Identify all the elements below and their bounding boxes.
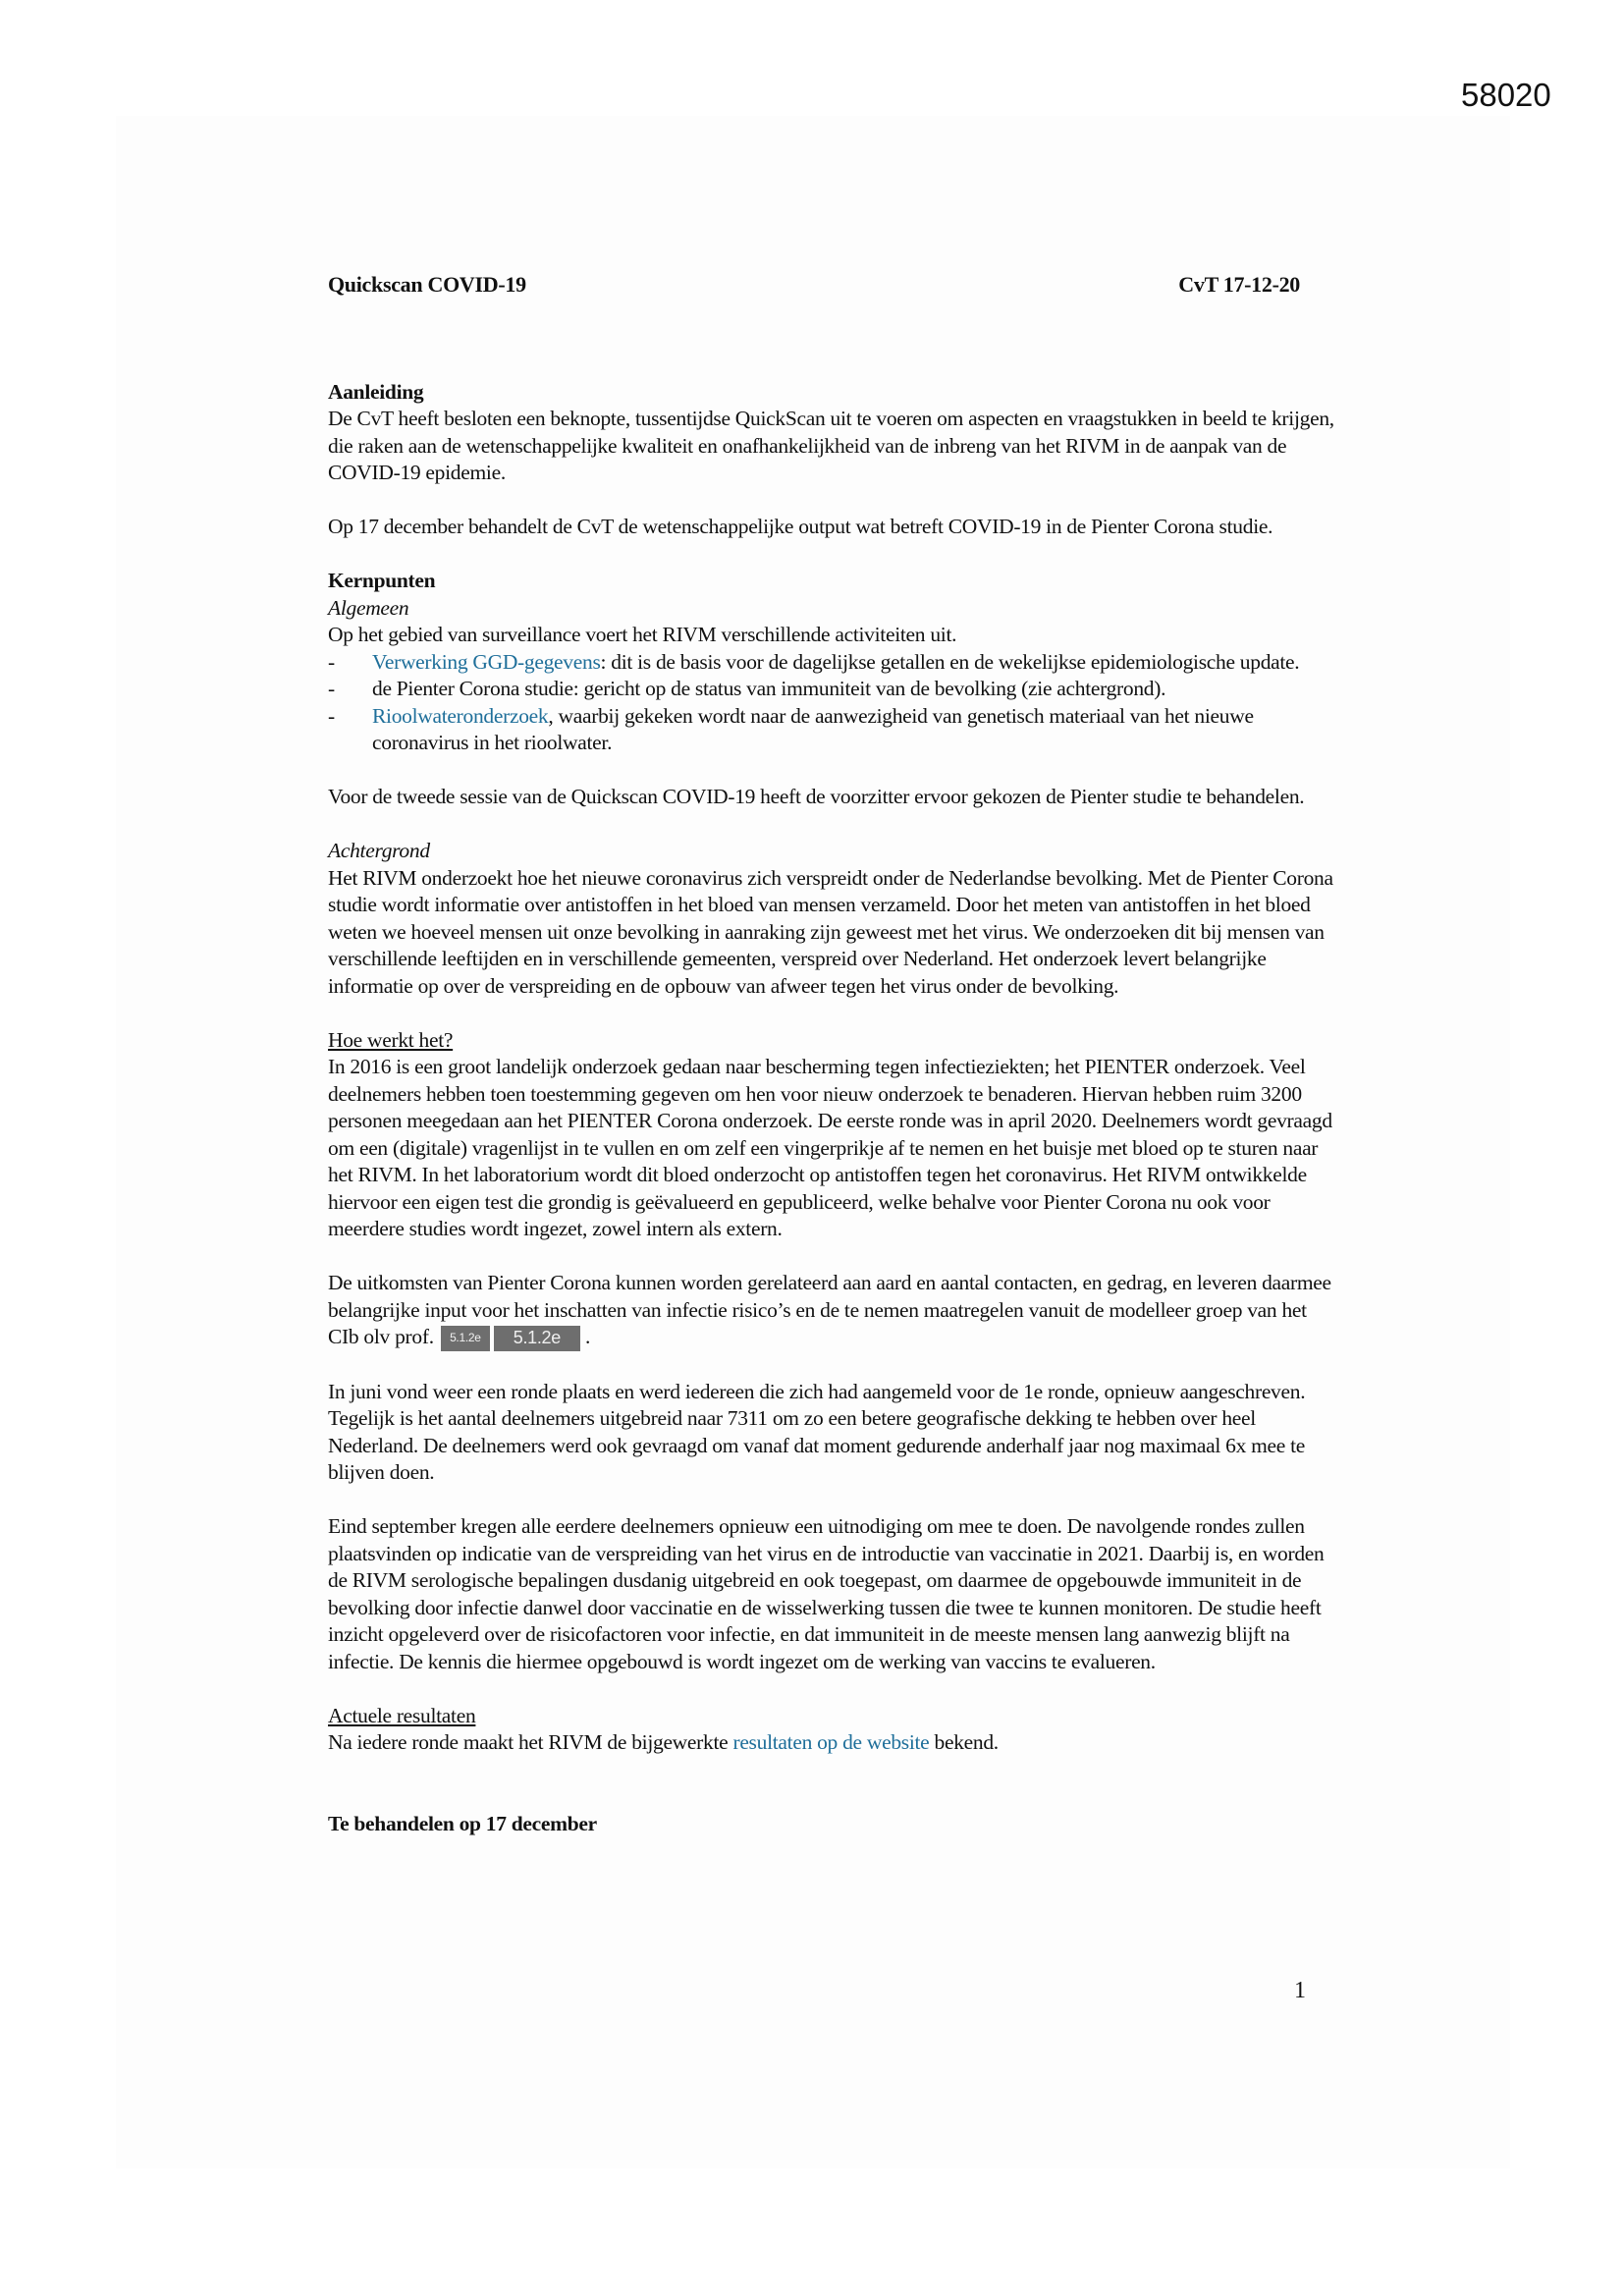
list-item-text: : dit is de basis voor de dagelijkse getallen en de wekelijkse epidemiologische update.	[600, 649, 1300, 674]
subheading-achtergrond: Achtergrond	[328, 839, 430, 862]
section-heading-kernpunten: Kernpunten	[328, 569, 436, 592]
document-title: Quickscan COVID-19	[328, 272, 526, 297]
paragraph-2-text: De uitkomsten van Pienter Corona kunnen worden gerelateerd aan aard en aantal contacten, en gedrag, en leveren daarmee belangrijke input voor het inschatten van infectie risico’s en de te nemen maatregelen vanuit de modelleer groep van het CIb olv prof.	[328, 1271, 1331, 1348]
link-rioolwateronderzoek[interactable]: Rioolwateronderzoek	[372, 703, 549, 728]
aanleiding-text-2: Op 17 december behandelt de CvT de wetenschappelijke output wat betreft COVID-19 in de Pienter Corona studie.	[328, 515, 1273, 538]
section-heading-hoe-werkt-het: Hoe werkt het?	[328, 1027, 454, 1052]
page-number: 1	[1294, 1978, 1306, 2003]
redaction-box-large: 5.1.2e	[494, 1326, 580, 1351]
document-header	[328, 271, 1300, 299]
document-content	[328, 271, 1339, 1837]
text-before-link: Na iedere ronde maakt het RIVM de bijgewerkte	[328, 1730, 733, 1755]
document-reference: CvT 17-12-20	[1178, 272, 1300, 297]
hoe-werkt-het-paragraph-2	[328, 1270, 1339, 1351]
section-heading-aanleiding: Aanleiding	[328, 379, 424, 404]
list-item-text: , waarbij gekeken wordt naar de aanwezigheid van genetisch materiaal van het nieuwe coronavirus in het rioolwater.	[372, 703, 1254, 754]
list-item-text: de Pienter Corona studie: gericht op de status van immuniteit van de bevolking (zie achtergrond).	[372, 677, 1166, 700]
link-verwerking-ggd-gegevens[interactable]: Verwerking GGD-gegevens	[372, 649, 601, 674]
actuele-resultaten-text	[328, 1729, 1339, 1757]
hoe-werkt-het-paragraph-4: Eind september kregen alle eerdere deelnemers opnieuw een uitnodiging om mee te doen. De navolgende rondes zullen plaatsvinden op indicatie van de verspreiding van het virus en de introductie van vaccinatie in 2021. Daarbij is, en worden de RIVM serologische bepalingen dusdanig uitgebreid en ook toegepast, om daarmee de opgebouwde immuniteit in de bevolking door infectie danwel door vaccinatie en de wisselwerking tussen die twee te kunnen monitoren. De studie heeft inzicht opgeleverd over de risicofactoren voor infectie, en dat immuniteit in de meeste mensen lang aanwezig blijft na infectie. De kennis die hiermee opgebouwd is wordt ingezet om de werking van vaccins te evalueren.	[328, 1514, 1325, 1673]
list-item	[328, 703, 1339, 757]
kernpunten-intro: Op het gebied van surveillance voert het RIVM verschillende activiteiten uit.	[328, 623, 957, 646]
paragraph-2-end: .	[584, 1325, 591, 1348]
kernpunten-list	[328, 649, 1339, 757]
aanleiding-text: De CvT heeft besloten een beknopte, tussentijdse QuickScan uit te voeren om aspecten en vraagstukken in beeld te krijgen, die raken aan de wetenschappelijke kwaliteit en onafhankelijkheid van de inbreng van het RIVM in de aanpak van de COVID-19 epidemie.	[328, 407, 1334, 484]
dash-bullet: -	[328, 677, 335, 700]
document-id: 58020	[1461, 77, 1551, 113]
dash-bullet: -	[328, 703, 335, 728]
agenda-note: Te behandelen op 17 december	[328, 1811, 597, 1835]
text-after-link: bekend.	[929, 1730, 999, 1755]
achtergrond-text: Het RIVM onderzoekt hoe het nieuwe coronavirus zich verspreidt onder de Nederlandse bevolking. Met de Pienter Corona studie wordt informatie over antistoffen in het bloed van mensen verzameld. Door het meten van antistoffen in het bloed weten we hoeveel mensen uit onze bevolking in aanraking zijn geweest met het virus. We onderzoeken dit bij mensen van verschillende leeftijden en in verschillende gemeenten, verspreid over Nederland. Het onderzoek levert belangrijke informatie op over de verspreiding en de opbouw van afweer tegen het virus onder de bevolking.	[328, 865, 1333, 998]
subheading-algemeen: Algemeen	[328, 595, 409, 620]
link-resultaten-op-de-website[interactable]: resultaten op de website	[732, 1730, 930, 1755]
list-item	[328, 649, 1339, 677]
dash-bullet: -	[328, 649, 335, 674]
kernpunten-closing: Voor de tweede sessie van de Quickscan COVID-19 heeft de voorzitter ervoor gekozen de Pienter studie te behandelen.	[328, 785, 1305, 808]
redaction-box-small: 5.1.2e	[441, 1326, 490, 1351]
list-item	[328, 676, 1339, 703]
hoe-werkt-het-paragraph-1: In 2016 is een groot landelijk onderzoek gedaan naar bescherming tegen infectieziekten; het PIENTER onderzoek. Veel deelnemers hebben toen toestemming gegeven om hen voor nieuw onderzoek te benaderen. Hiervan hebben ruim 3200 personen meegedaan aan het PIENTER Corona onderzoek. De eerste ronde was in april 2020. Deelnemers wordt gevraagd om een (digitale) vragenlijst in te vullen en om zelf een vingerprikje af te nemen en het buisje met bloed op te sturen naar het RIVM. In het laboratorium wordt dit bloed onderzocht op antistoffen tegen het coronavirus. Het RIVM ontwikkelde hiervoor een eigen test die grondig is geëvalueerd en gepubliceerd, welke behalve voor Pienter Corona nu ook voor meerdere studies wordt ingezet, zowel intern als extern.	[328, 1055, 1332, 1240]
hoe-werkt-het-paragraph-3: In juni vond weer een ronde plaats en werd iedereen die zich had aangemeld voor de 1e ronde, opnieuw aangeschreven. Tegelijk is het aantal deelnemers uitgebreid naar 7311 om zo een betere geografische dekking te hebben over heel Nederland. De deelnemers werd ook gevraagd om vanaf dat moment gedurende anderhalf jaar nog maximaal 6x mee te blijven doen.	[328, 1379, 1306, 1485]
section-heading-actuele-resultaten: Actuele resultaten	[328, 1703, 476, 1727]
